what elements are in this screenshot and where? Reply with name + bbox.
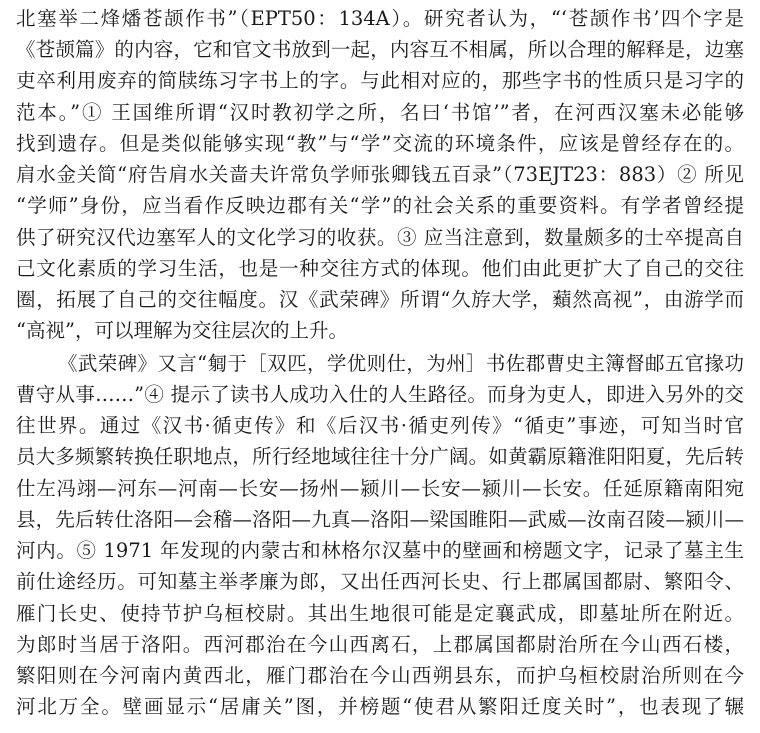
text-line: “学师”身份，应当看作反映边郡有关“学”的社会关系的重要资料。有学者曾经提 [16,194,744,217]
text-line: 为郎时当居于洛阳。西河郡治在今山西离石，上郡属国都尉治所在今山西石楼， [16,633,744,656]
text-line: 往世界。通过《汉书·循吏传》和《后汉书·循吏列传》“循吏”事迹，可知当时官 [16,414,744,437]
text-line: 繁阳则在今河南内黄西北，雁门郡治在今山西朔县东，而护乌桓校尉治所则在今 [16,664,744,687]
text-line: 己文化素质的学习生活，也是一种交往方式的体现。他们由此更扩大了自己的交往 [16,257,744,280]
text-line: 供了研究汉代边塞军人的文化学习的收获。③ 应当注意到，数量颇多的士卒提高自 [16,226,744,249]
text-line: 河北万全。壁画显示“居庸关”图，并榜题“使君从繁阳迁度关时”，也表现了辗 [16,695,744,718]
text-line: 曹守从事……”④ 提示了读书人成功入仕的人生路径。而身为吏人，即进入另外的交 [16,383,744,406]
text-line: 《武荣碑》又言“匔于［双匹，学优则仕，为州］书佐郡曹史主簿督邮五官掾功 [58,352,744,375]
text-line: 肩水金关简“府告肩水关啬夫许常负学师张卿钱五百录”（73EJT23：883）② 所见 [16,163,744,186]
text-line: 北塞举二烽燔苍颉作书”（EPT50：134A）。研究者认为，“‘苍颉作书’四个字是 [16,7,744,30]
text-line: 雁门长史、使持节护乌桓校尉。其出生地很可能是定襄武成，即墓址所在附近。 [16,602,744,625]
text-line: 找到遗存。但是类似能够实现“教”与“学”交流的环境条件，应该是曾经存在的。 [16,132,744,155]
text-line: 县，先后转仕洛阳—会稽—洛阳—九真—洛阳—梁国睢阳—武威—汝南召陵—颍川— [16,508,744,531]
text-line: “高视”，可以理解为交往层次的上升。 [16,319,348,342]
text-line: 前仕途经历。可知墓主举孝廉为郎，又出任西河长史、行上郡属国都尉、繁阳令、 [16,570,744,593]
text-line: 圈，拓展了自己的交往幅度。汉《武荣碑》所谓“久斿大学，蘱然高视”，由游学而 [16,288,744,311]
text-line: 范本。”① 王国维所谓“汉时教初学之所，名曰‘书馆’”者，在河西汉塞未必能够 [16,101,744,124]
text-line: 员大多频繁转换任职地点，所行经地域往往十分广阔。如黄霸原籍淮阳阳夏，先后转 [16,445,744,468]
text-line: 河内。⑤ 1971 年发现的内蒙古和林格尔汉墓中的壁画和榜题文字，记录了墓主生 [16,539,744,562]
text-line: 《苍颉篇》的内容，它和官文书放到一起，内容互不相属，所以合理的解释是，边塞 [16,38,744,61]
text-line: 仕左冯翊—河东—河南—长安—扬州—颍川—长安—颍川—长安。任延原籍南阳宛 [16,477,744,500]
text-line: 吏卒利用废弃的简牍练习字书上的字。与此相对应的，那些字书的性质只是习字的 [16,69,744,92]
